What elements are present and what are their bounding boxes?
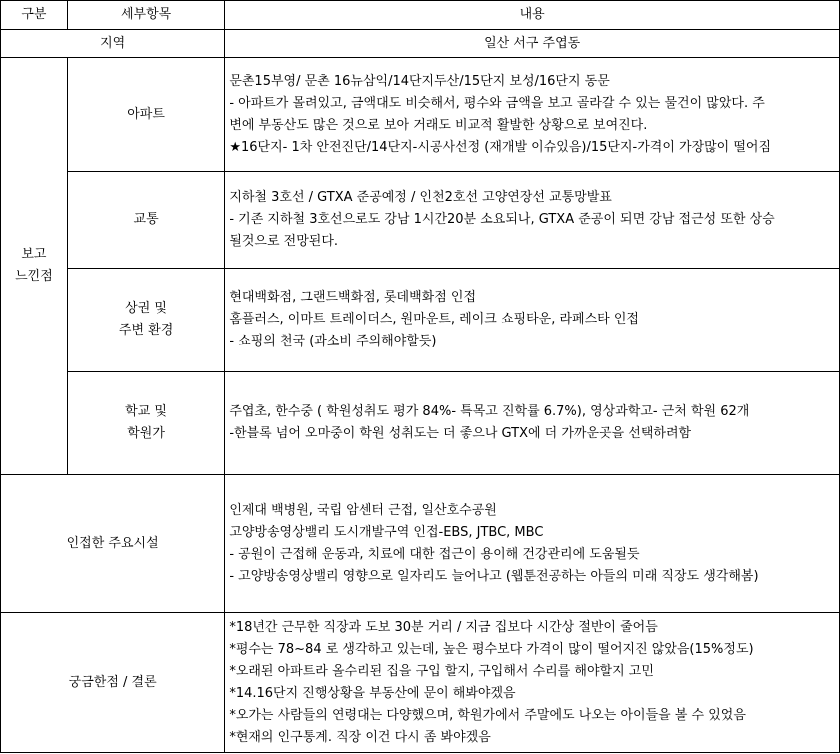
commerce-content (225, 269, 840, 372)
facilities-line: 고양방송영상밸리 도시개발구역 인접-EBS, JTBC, MBC (229, 524, 544, 540)
impressions-label (1, 58, 68, 475)
apartment-content (225, 58, 840, 172)
region-label: 지역 (1, 30, 225, 58)
apartment-label: 아파트 (67, 58, 224, 172)
conclusion-line: *오가는 사람들의 연령대는 다양했으며, 학원가에서 주말에도 나오는 아이들을 볼 수 있었음 (229, 707, 746, 723)
header-content: 내용 (225, 1, 840, 30)
facilities-line: 인제대 백병원, 국립 암센터 근접, 일산호수공원 (229, 502, 497, 518)
conclusion-line: *14.16단지 진행상황을 부동산에 문이 해봐야겠음 (229, 685, 516, 701)
commerce-label (67, 269, 224, 372)
conclusion-line: *오래된 아파트라 올수리된 집을 구입 할지, 구입해서 수리를 해야할지 고민 (229, 663, 654, 679)
conclusion-line: *평수는 78~84 로 생각하고 있는데, 높은 평수보다 가격이 많이 떨어지진 않았음(15%정도) (229, 641, 754, 657)
apartment-line: 변에 부동산도 많은 것으로 보아 거래도 비교적 활발한 상황으로 보여진다. (229, 117, 648, 133)
apartment-line: ★16단지- 1차 안전진단/14단지-시공사선정 (재개발 이슈있음)/15단지-가격이 가장많이 떨어짐 (229, 139, 772, 155)
apartment-line: - 아파트가 몰려있고, 금액대도 비슷해서, 평수와 금액을 보고 골라갈 수 있는 물건이 많았다. 주 (229, 95, 765, 111)
header-category: 구분 (1, 1, 68, 30)
impressions-label-line2: 느낀점 (15, 269, 53, 284)
school-row (1, 372, 840, 475)
facilities-line: - 공원이 근접해 운동과, 치료에 대한 접근이 용이해 건강관리에 도움될듯 (229, 546, 640, 562)
conclusion-line: *18년간 근무한 직장과 도보 30분 거리 / 지금 집보다 시간상 절반이 줄어듬 (229, 619, 658, 635)
transport-line: 될것으로 전망된다. (229, 234, 339, 249)
header-subitem: 세부항목 (67, 1, 224, 30)
conclusion-row (1, 613, 840, 753)
facilities-line: - 고양방송영상밸리 영향으로 일자리도 늘어나고 (웹툰전공하는 아들의 미래 직장도 생각해봄) (229, 568, 759, 584)
school-line: -한블록 넘어 오마중이 학원 성취도는 더 좋으나 GTX에 더 가까운곳을 선택하려함 (229, 426, 692, 441)
transport-row (1, 172, 840, 269)
commerce-label-line1: 상권 및 (125, 301, 167, 316)
transport-label: 교통 (67, 172, 224, 269)
commerce-line: 홈플러스, 이마트 트레이더스, 원마운트, 레이크 쇼핑타운, 라페스타 인접 (229, 312, 639, 327)
school-content (225, 372, 840, 475)
commerce-label-line2: 주변 환경 (118, 323, 174, 338)
school-label-line2: 학원가 (127, 426, 165, 441)
transport-line: - 기존 지하철 3호선으로도 강남 1시간20분 소요되나, GTXA 준공이 되면 강남 접근성 또한 상승 (229, 212, 775, 227)
school-label (67, 372, 224, 475)
region-value: 일산 서구 주엽동 (225, 30, 840, 58)
conclusion-label: 궁금한점 / 결론 (1, 613, 225, 753)
conclusion-line: *현재의 인구통계. 직장 이건 다시 좀 봐야겠음 (229, 729, 491, 745)
transport-line: 지하철 3호선 / GTXA 준공예정 / 인천2호선 고양연장선 교통망발표 (229, 190, 612, 205)
region-row (1, 30, 840, 58)
header-row (1, 1, 840, 30)
commerce-line: - 쇼핑의 천국 (과소비 주의해야할듯) (229, 334, 437, 349)
impressions-label-line1: 보고 (21, 247, 47, 262)
apartment-row (1, 58, 840, 172)
facilities-row (1, 475, 840, 613)
facilities-content (225, 475, 840, 613)
transport-content (225, 172, 840, 269)
apartment-line: 문촌15부영/ 문촌 16뉴삼익/14단지두산/15단지 보성/16단지 동문 (229, 73, 610, 89)
conclusion-content (225, 613, 840, 753)
school-label-line1: 학교 및 (125, 404, 167, 419)
facilities-label: 인접한 주요시설 (1, 475, 225, 613)
school-line: 주엽초, 한수중 ( 학원성취도 평가 84%- 특목고 진학률 6.7%), 영상과학고- 근처 학원 62개 (229, 404, 750, 419)
commerce-line: 현대백화점, 그랜드백화점, 롯데백화점 인접 (229, 290, 477, 305)
commerce-row (1, 269, 840, 372)
